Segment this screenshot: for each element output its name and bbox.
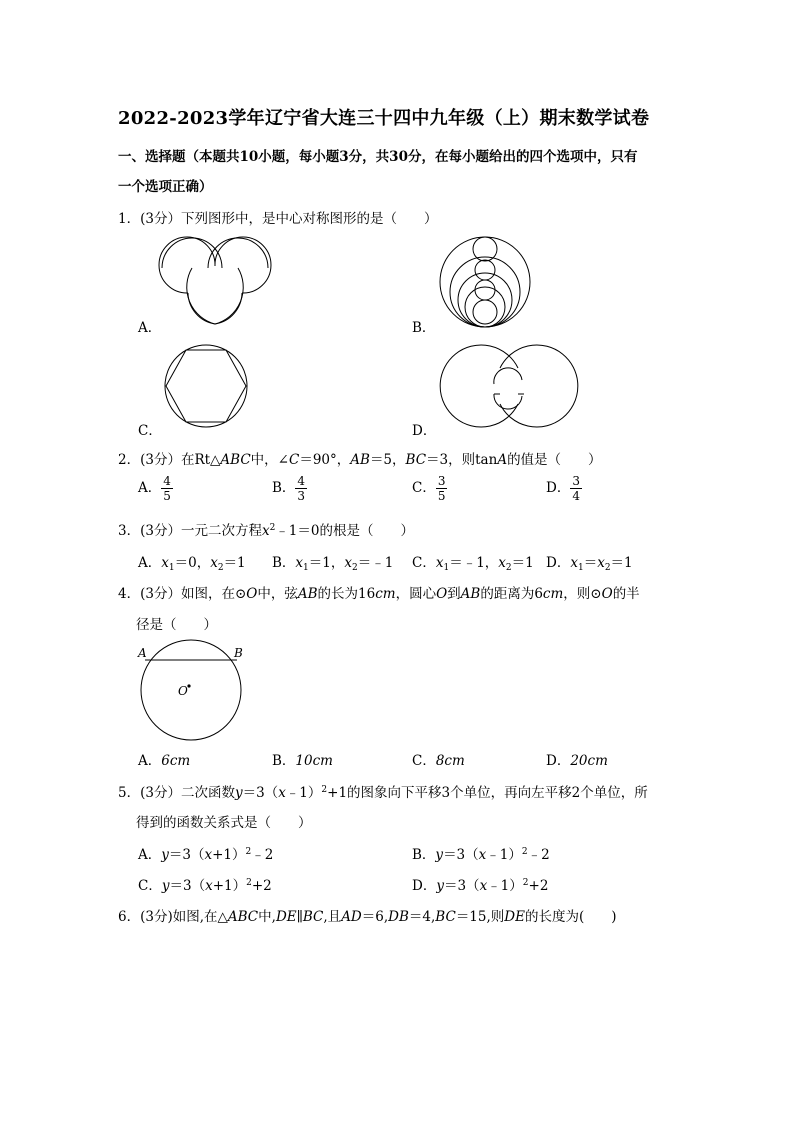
page-title: 2022-2023学年辽宁省大连三十四中九年级（上）期末数学试卷 [118,108,650,129]
q4-figure-label-b: B [234,646,243,660]
q1-label-a: A． [138,320,162,336]
q1-label-b: B． [412,320,436,336]
q1-label-d: D． [412,423,437,439]
q1-figure-c [164,344,248,428]
q4-stem-line1: 4．(3分）如图，在⊙O中，弦AB的长为16cm，圆心O到AB的距离为6cm，则⊙O的半 [118,586,640,602]
q1-figure-d [438,344,580,428]
q4-option-b[interactable]: B．10cm [272,753,333,769]
q6-stem: 6．(3分)如图,在△ABC中,DE∥BC,且AD＝6,DB＝4,BC＝15,则DE的长度为( ) [118,909,617,925]
section-header-line2: 一个选项正确） [118,179,213,195]
q5-option-a[interactable]: A．$y=3(x+1)^2﹣2$ [138,847,274,863]
q3-option-b[interactable]: B．$x_1=1$，$x_2=﹣1$ [272,555,394,573]
q4-option-a[interactable]: A．6cm [138,753,191,769]
q3-option-d[interactable]: D．$x_1=x_2=1$ [546,555,633,573]
q3-option-c[interactable]: C．$x_1=﹣1$，$x_2=1$ [412,555,534,573]
q3-stem: 3．(3分）一元二次方程$x^2﹣1=0$的根是（ ） [118,523,414,539]
q4-stem-line2: 径是（ ） [136,617,217,633]
q4-figure-label-a: A [138,646,147,660]
q1-figure-b [440,236,530,328]
q5-stem-line1: 5．(3分）二次函数y＝3（x﹣1）$^2$+1的图象向下平移3个单位，再向左平移2个单位，所 [118,785,648,801]
q1-label-c: C． [138,423,162,439]
q1-stem: 1．(3分）下列图形中，是中心对称图形的是（ ） [118,211,438,227]
q3-option-a[interactable]: A．$x_1=0$，$x_2=1$ [138,555,246,573]
q2-option-d[interactable]: D． $\frac{3}{4}$ [546,474,580,503]
q4-figure-label-o: O [178,684,188,698]
q5-stem-line2: 得到的函数关系式是（ ） [136,815,312,831]
q5-option-b[interactable]: B．y＝3（x﹣1）$^2$﹣2 [412,847,550,863]
q1-figure-a [160,238,270,328]
q4-option-d[interactable]: D．20cm [546,753,608,769]
q2-option-a[interactable]: A． $\frac{4}{5}$ [138,474,171,503]
q2-stem: 2．(3分）在Rt△ABC中，∠C＝90°，AB＝5，BC＝3，则tanA的值是（ ） [118,452,602,468]
section-header-line1: 一、选择题（本题共10小题，每小题3分，共30分，在每小题给出的四个选项中，只有 [118,149,638,165]
q2-option-b[interactable]: B． $\frac{4}{3}$ [272,474,306,503]
q5-option-d[interactable]: D．y＝3（x﹣1）$^2$+2 [412,878,549,894]
q5-option-c[interactable]: C．$y=3(x+1)^2+2$ [138,878,272,894]
q4-option-c[interactable]: C．8cm [412,753,465,769]
q2-option-c[interactable]: C． $\frac{3}{5}$ [412,474,446,503]
